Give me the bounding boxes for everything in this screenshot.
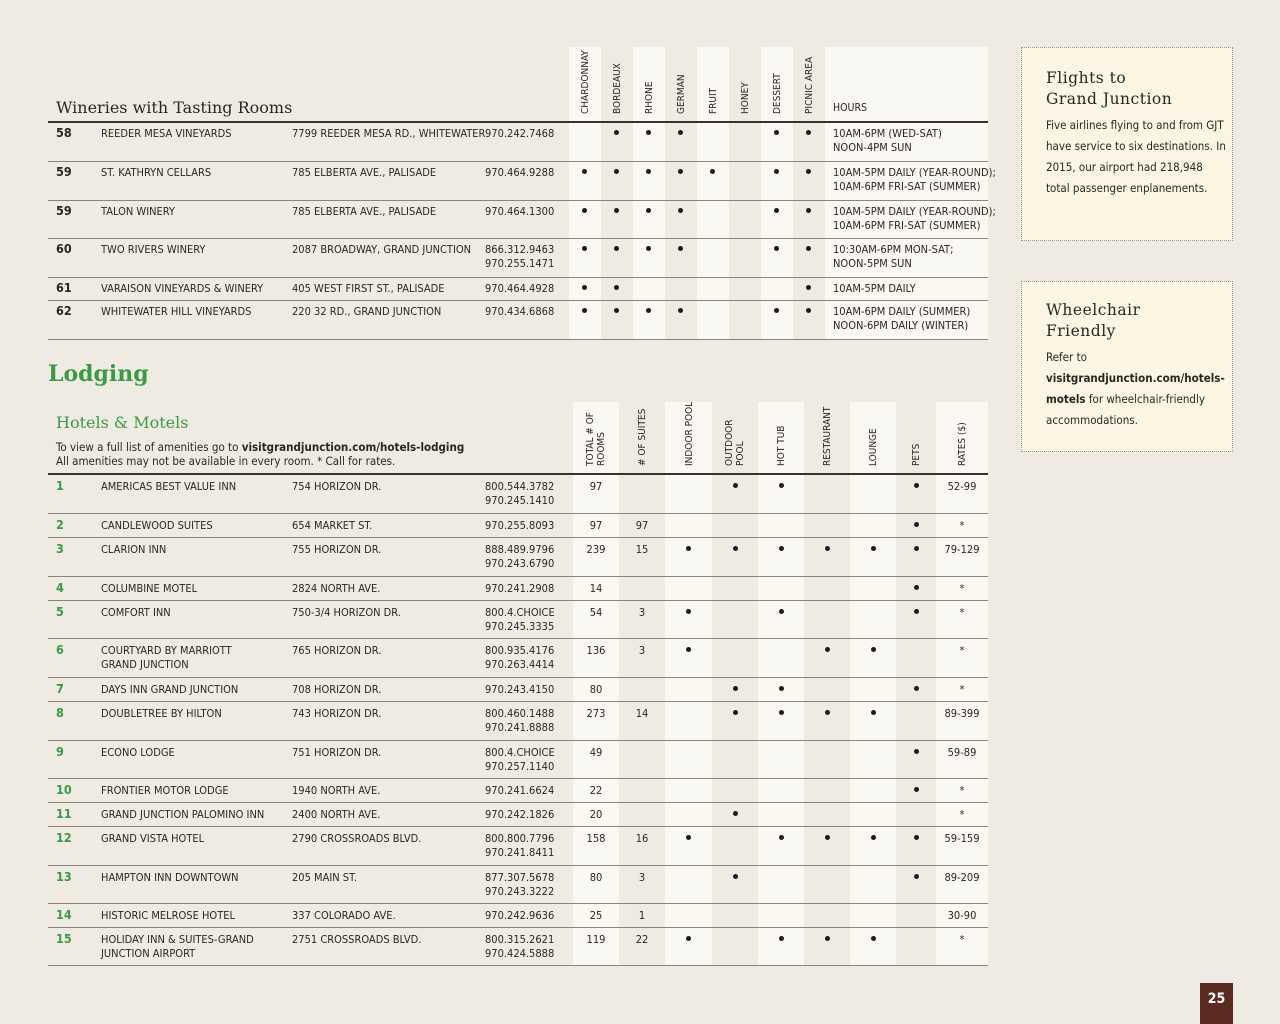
hotel-number: 6 <box>56 642 64 657</box>
amenity-dot <box>733 874 738 879</box>
winery-address: 405 WEST FIRST ST., PALISADE <box>292 282 445 295</box>
amenities-note <box>56 440 464 468</box>
column-band <box>665 402 712 965</box>
winery-address: 785 ELBERTA AVE., PALISADE <box>292 205 437 218</box>
hotel-name: CLARION INN <box>101 543 167 556</box>
hotel-rates: * <box>959 644 965 657</box>
hotel-rooms: 25 <box>589 909 603 922</box>
amenity-dot <box>914 686 919 691</box>
amenity-dot <box>806 208 811 213</box>
winery-number: 61 <box>56 280 72 295</box>
amenities-link[interactable]: visitgrandjunction.com/hotels-lodging <box>241 440 465 454</box>
winery-hours-2: NOON-6PM DAILY (WINTER) <box>833 319 969 332</box>
winery-address: 7799 REEDER MESA RD., WHITEWATER <box>292 127 486 140</box>
winery-number: 60 <box>56 241 72 256</box>
amenity-dot <box>914 749 919 754</box>
winery-hours: 10AM-5PM DAILY (YEAR-ROUND); <box>833 205 996 218</box>
row-divider <box>48 778 988 779</box>
winery-column-header: GERMAN <box>676 74 687 114</box>
hotel-rates: * <box>959 784 965 797</box>
winery-phone: 866.312.9463 <box>485 243 555 256</box>
winery-column-header: BORDEAUX <box>612 63 623 114</box>
amenity-dot <box>871 647 876 652</box>
hotel-address: 708 HORIZON DR. <box>292 683 382 696</box>
hotel-suites: 97 <box>635 519 649 532</box>
hotel-number: 3 <box>56 541 64 556</box>
winery-column-header: RHONE <box>644 81 655 114</box>
amenity-dot <box>914 874 919 879</box>
amenity-dot <box>914 546 919 551</box>
hotel-phone-2: 970.245.3335 <box>485 620 555 633</box>
hotel-suites: 16 <box>635 832 649 845</box>
hotel-name: HOLIDAY INN & SUITES-GRAND <box>101 933 254 946</box>
row-divider <box>48 161 988 162</box>
note-prefix: To view a full list of amenities go to <box>56 440 242 454</box>
flights-text: Five airlines flying to and from GJT have service to six destinations. In 2015, our airport had 218,948 total passenger enplanements. <box>1046 118 1226 195</box>
winery-hours: 10AM-6PM (WED-SAT) <box>833 127 942 140</box>
hotel-phone-2: 970.243.6790 <box>485 557 555 570</box>
amenity-dot <box>678 308 683 313</box>
amenity-dot <box>871 546 876 551</box>
winery-column-header: FRUIT <box>708 87 719 114</box>
amenity-dot <box>733 483 738 488</box>
flights-box <box>1021 47 1233 241</box>
hotel-rooms: 97 <box>589 519 603 532</box>
hotel-suites: 22 <box>635 933 649 946</box>
hotel-rates: * <box>959 683 965 696</box>
wineries-title: Wineries with Tasting Rooms <box>56 98 293 117</box>
hotel-rooms: 119 <box>586 933 606 946</box>
winery-address: 785 ELBERTA AVE., PALISADE <box>292 166 437 179</box>
flights-title: Flights to Grand Junction <box>1046 69 1173 108</box>
amenity-dot <box>825 710 830 715</box>
hotel-rates: * <box>959 519 965 532</box>
hotel-phone: 800.935.4176 <box>485 644 555 657</box>
hotel-phone: 970.242.1826 <box>485 808 555 821</box>
hotel-number: 11 <box>56 806 72 821</box>
lodging-column-header: LOUNGE <box>868 428 879 466</box>
row-divider <box>48 200 988 201</box>
amenity-dot <box>806 285 811 290</box>
hotel-name: HISTORIC MELROSE HOTEL <box>101 909 236 922</box>
hotel-name: DOUBLETREE BY HILTON <box>101 707 222 720</box>
wheelchair-title: Wheelchair Friendly <box>1046 301 1141 340</box>
hotel-name: FRONTIER MOTOR LODGE <box>101 784 229 797</box>
winery-column-header: CHARDONNAY <box>580 50 591 114</box>
amenity-dot <box>582 208 587 213</box>
row-divider <box>48 300 988 301</box>
amenity-dot <box>779 546 784 551</box>
winery-name: WHITEWATER HILL VINEYARDS <box>101 305 252 318</box>
winery-hours: 10:30AM-6PM MON-SAT; <box>833 243 954 256</box>
hotel-phone: 800.460.1488 <box>485 707 555 720</box>
hotel-name: CANDLEWOOD SUITES <box>101 519 213 532</box>
winery-hours-2: 10AM-6PM FRI-SAT (SUMMER) <box>833 219 981 232</box>
hotel-suites: 15 <box>635 543 649 556</box>
hotel-rates: 89-209 <box>944 871 980 884</box>
winery-phone-2: 970.255.1471 <box>485 257 555 270</box>
winery-name: REEDER MESA VINEYARDS <box>101 127 232 140</box>
winery-phone: 970.464.1300 <box>485 205 555 218</box>
amenity-dot <box>614 169 619 174</box>
amenity-dot <box>914 835 919 840</box>
amenity-dot <box>710 169 715 174</box>
row-divider <box>48 238 988 239</box>
amenity-dot <box>582 169 587 174</box>
hotel-suites: 3 <box>638 606 646 619</box>
column-band <box>850 402 896 965</box>
amenity-dot <box>774 308 779 313</box>
row-divider <box>48 701 988 702</box>
hotel-rates: 59-159 <box>944 832 980 845</box>
hotel-address: 205 MAIN ST. <box>292 871 357 884</box>
hotel-phone: 800.315.2621 <box>485 933 555 946</box>
amenity-dot <box>774 208 779 213</box>
hotel-phone-2: 970.257.1140 <box>485 760 555 773</box>
amenity-dot <box>806 169 811 174</box>
row-divider <box>48 927 988 928</box>
amenity-dot <box>914 483 919 488</box>
lodging-column-header: RATES ($) <box>957 422 968 466</box>
winery-name: TWO RIVERS WINERY <box>101 243 206 256</box>
amenity-dot <box>914 585 919 590</box>
winery-name: ST. KATHRYN CELLARS <box>101 166 212 179</box>
winery-number: 58 <box>56 125 72 140</box>
amenity-dot <box>774 169 779 174</box>
hotel-rooms: 158 <box>586 832 606 845</box>
amenity-dot <box>686 647 691 652</box>
amenity-dot <box>686 936 691 941</box>
amenity-dot <box>806 130 811 135</box>
lodging-column-header: # OF SUITES <box>637 408 648 466</box>
winery-name: VARAISON VINEYARDS & WINERY <box>101 282 264 295</box>
winery-phone: 970.464.4928 <box>485 282 555 295</box>
note-line2: All amenities may not be available in every room. * Call for rates. <box>56 454 396 468</box>
amenity-dot <box>678 246 683 251</box>
amenity-dot <box>686 609 691 614</box>
row-divider <box>48 865 988 866</box>
amenity-dot <box>686 546 691 551</box>
hotel-name-2: GRAND JUNCTION <box>101 658 189 671</box>
hotel-suites: 14 <box>635 707 649 720</box>
hotel-rates: * <box>959 933 965 946</box>
hotel-address: 743 HORIZON DR. <box>292 707 382 720</box>
lodging-column-header: PETS <box>911 443 922 466</box>
hotel-address: 337 COLORADO AVE. <box>292 909 396 922</box>
hotel-number: 12 <box>56 830 72 845</box>
row-divider <box>48 600 988 601</box>
winery-hours-2: NOON-4PM SUN <box>833 141 912 154</box>
hotel-address: 2400 NORTH AVE. <box>292 808 381 821</box>
winery-column-header: HONEY <box>740 82 751 114</box>
hotel-phone-2: 970.424.5888 <box>485 947 555 960</box>
amenity-dot <box>646 208 651 213</box>
hotel-address: 755 HORIZON DR. <box>292 543 382 556</box>
amenity-dot <box>646 308 651 313</box>
hotel-address: 751 HORIZON DR. <box>292 746 382 759</box>
amenity-dot <box>678 130 683 135</box>
hotel-rates: 59-89 <box>947 746 977 759</box>
hotel-phone-2: 970.243.3222 <box>485 885 555 898</box>
amenity-dot <box>779 609 784 614</box>
lodging-title: Lodging <box>48 361 149 387</box>
amenity-dot <box>686 835 691 840</box>
amenity-dot <box>646 130 651 135</box>
amenity-dot <box>914 787 919 792</box>
amenity-dot <box>614 208 619 213</box>
hotel-address: 2790 CROSSROADS BLVD. <box>292 832 422 845</box>
hotel-phone: 970.243.4150 <box>485 683 555 696</box>
hotel-name: ECONO LODGE <box>101 746 175 759</box>
hotel-rates: 79-129 <box>944 543 980 556</box>
winery-column-header: PICNIC AREA <box>804 56 815 114</box>
row-divider <box>48 576 988 577</box>
hotel-phone-2: 970.241.8888 <box>485 721 555 734</box>
winery-hours-2: 10AM-6PM FRI-SAT (SUMMER) <box>833 180 981 193</box>
winery-hours: 10AM-5PM DAILY <box>833 282 916 295</box>
lodging-column-header: INDOOR POOL <box>683 401 695 466</box>
hotel-phone: 970.241.6624 <box>485 784 555 797</box>
hotel-number: 7 <box>56 681 64 696</box>
hotel-rooms: 80 <box>589 683 603 696</box>
hotels-subtitle: Hotels & Motels <box>56 413 189 432</box>
amenity-dot <box>582 246 587 251</box>
hotel-number: 2 <box>56 517 64 532</box>
hotel-name: DAYS INN GRAND JUNCTION <box>101 683 239 696</box>
amenity-dot <box>779 835 784 840</box>
amenity-dot <box>614 285 619 290</box>
winery-number: 59 <box>56 203 72 218</box>
winery-address: 220 32 RD., GRAND JUNCTION <box>292 305 442 318</box>
hotel-address: 654 MARKET ST. <box>292 519 373 532</box>
hotel-rates: * <box>959 808 965 821</box>
hotel-address: 765 HORIZON DR. <box>292 644 382 657</box>
hotel-address: 2751 CROSSROADS BLVD. <box>292 933 422 946</box>
winery-number: 59 <box>56 164 72 179</box>
row-divider <box>48 277 988 278</box>
hotel-phone: 970.241.2908 <box>485 582 555 595</box>
hotel-rates: * <box>959 606 965 619</box>
hotels-motels-link[interactable]: visitgrandjunction.com/hotels-motels <box>1046 371 1225 406</box>
amenity-dot <box>779 483 784 488</box>
hotel-number: 9 <box>56 744 64 759</box>
amenity-dot <box>614 308 619 313</box>
lodging-column-header: TOTAL # OF ROOMS <box>585 412 607 466</box>
amenity-dot <box>582 308 587 313</box>
amenity-dot <box>825 835 830 840</box>
row-divider <box>48 513 988 514</box>
amenity-dot <box>733 710 738 715</box>
hotel-phone: 800.4.CHOICE <box>485 746 555 759</box>
hotel-phone-2: 970.241.8411 <box>485 846 555 859</box>
hotel-number: 8 <box>56 705 64 720</box>
hotel-rooms: 14 <box>589 582 603 595</box>
hotel-name: COLUMBINE MOTEL <box>101 582 198 595</box>
amenity-dot <box>871 835 876 840</box>
hotel-phone: 970.255.8093 <box>485 519 555 532</box>
winery-phone: 970.242.7468 <box>485 127 555 140</box>
winery-address: 2087 BROADWAY, GRAND JUNCTION <box>292 243 472 256</box>
winery-hours: 10AM-5PM DAILY (YEAR-ROUND); <box>833 166 996 179</box>
hotel-rooms: 22 <box>589 784 603 797</box>
wineries-header-rule <box>48 121 988 123</box>
row-divider <box>48 903 988 904</box>
row-divider <box>48 802 988 803</box>
amenity-dot <box>614 246 619 251</box>
wheelchair-box <box>1021 281 1233 452</box>
amenity-dot <box>825 546 830 551</box>
amenity-dot <box>806 246 811 251</box>
amenity-dot <box>779 710 784 715</box>
hotel-phone-2: 970.245.1410 <box>485 494 555 507</box>
wheelchair-text: Refer to visitgrandjunction.com/hotels-motels for wheelchair-friendly accommodations. <box>1046 350 1225 427</box>
amenity-dot <box>733 811 738 816</box>
row-divider <box>48 965 988 966</box>
hotel-phone: 888.489.9796 <box>485 543 555 556</box>
hotel-rates: * <box>959 582 965 595</box>
hotel-suites: 3 <box>638 871 646 884</box>
row-divider <box>48 826 988 827</box>
hotel-rates: 52-99 <box>947 480 977 493</box>
hotel-phone: 970.242.9636 <box>485 909 555 922</box>
winery-column-header: DESSERT <box>772 73 783 114</box>
hotel-name: COURTYARD BY MARRIOTT <box>101 644 232 657</box>
hotel-suites: 3 <box>638 644 646 657</box>
amenity-dot <box>779 686 784 691</box>
amenity-dot <box>582 285 587 290</box>
hotel-rooms: 80 <box>589 871 603 884</box>
winery-hours-2: NOON-5PM SUN <box>833 257 912 270</box>
amenity-dot <box>774 130 779 135</box>
lodging-column-header: HOT TUB <box>776 425 787 466</box>
winery-name: TALON WINERY <box>101 205 175 218</box>
hotel-phone: 800.800.7796 <box>485 832 555 845</box>
hotel-address: 750-3/4 HORIZON DR. <box>292 606 401 619</box>
hotel-rates: 30-90 <box>947 909 977 922</box>
amenity-dot <box>914 522 919 527</box>
hours-header: HOURS <box>833 102 868 114</box>
lodging-column-header: OUTDOOR POOL <box>724 419 746 466</box>
hotel-phone: 877.307.5678 <box>485 871 555 884</box>
winery-phone: 970.464.9288 <box>485 166 555 179</box>
amenity-dot <box>646 169 651 174</box>
winery-hours: 10AM-6PM DAILY (SUMMER) <box>833 305 971 318</box>
hotel-rooms: 136 <box>586 644 606 657</box>
amenity-dot <box>825 936 830 941</box>
amenity-dot <box>914 609 919 614</box>
lodging-header-rule <box>48 473 988 475</box>
row-divider <box>48 740 988 741</box>
lodging-column-header: RESTAURANT <box>822 406 833 466</box>
hotel-number: 10 <box>56 782 72 797</box>
amenity-dot <box>779 936 784 941</box>
hotel-rooms: 97 <box>589 480 603 493</box>
hotel-rooms: 54 <box>589 606 603 619</box>
hotel-suites: 1 <box>638 909 646 922</box>
hotel-number: 15 <box>56 931 72 946</box>
amenity-dot <box>678 169 683 174</box>
hotel-phone: 800.544.3782 <box>485 480 555 493</box>
amenity-dot <box>733 546 738 551</box>
amenity-dot <box>614 130 619 135</box>
hotel-number: 13 <box>56 869 72 884</box>
amenity-dot <box>646 246 651 251</box>
amenity-dot <box>825 647 830 652</box>
row-divider <box>48 537 988 538</box>
hotel-address: 754 HORIZON DR. <box>292 480 382 493</box>
page-number: 25 <box>1200 983 1233 1024</box>
hotel-name: GRAND VISTA HOTEL <box>101 832 205 845</box>
hotel-rooms: 239 <box>586 543 606 556</box>
hotel-address: 2824 NORTH AVE. <box>292 582 381 595</box>
hotel-number: 1 <box>56 478 64 493</box>
hotel-name: AMERICAS BEST VALUE INN <box>101 480 237 493</box>
amenity-dot <box>774 246 779 251</box>
row-divider <box>48 638 988 639</box>
hotel-rates: 89-399 <box>944 707 980 720</box>
hotel-number: 5 <box>56 604 64 619</box>
hotel-rooms: 273 <box>586 707 606 720</box>
hotel-name: COMFORT INN <box>101 606 171 619</box>
hotel-number: 14 <box>56 907 72 922</box>
hotel-name-2: JUNCTION AIRPORT <box>101 947 196 960</box>
hotel-number: 4 <box>56 580 64 595</box>
hotel-phone-2: 970.263.4414 <box>485 658 555 671</box>
winery-phone: 970.434.6868 <box>485 305 555 318</box>
hotel-rooms: 49 <box>589 746 603 759</box>
amenity-dot <box>806 308 811 313</box>
hotel-address: 1940 NORTH AVE. <box>292 784 381 797</box>
hotel-rooms: 20 <box>589 808 603 821</box>
amenity-dot <box>733 686 738 691</box>
row-divider <box>48 677 988 678</box>
amenity-dot <box>678 208 683 213</box>
row-divider <box>48 339 988 340</box>
hotel-name: GRAND JUNCTION PALOMINO INN <box>101 808 265 821</box>
hotel-name: HAMPTON INN DOWNTOWN <box>101 871 239 884</box>
amenity-dot <box>871 710 876 715</box>
amenity-dot <box>871 936 876 941</box>
hotel-phone: 800.4.CHOICE <box>485 606 555 619</box>
winery-number: 62 <box>56 303 72 318</box>
